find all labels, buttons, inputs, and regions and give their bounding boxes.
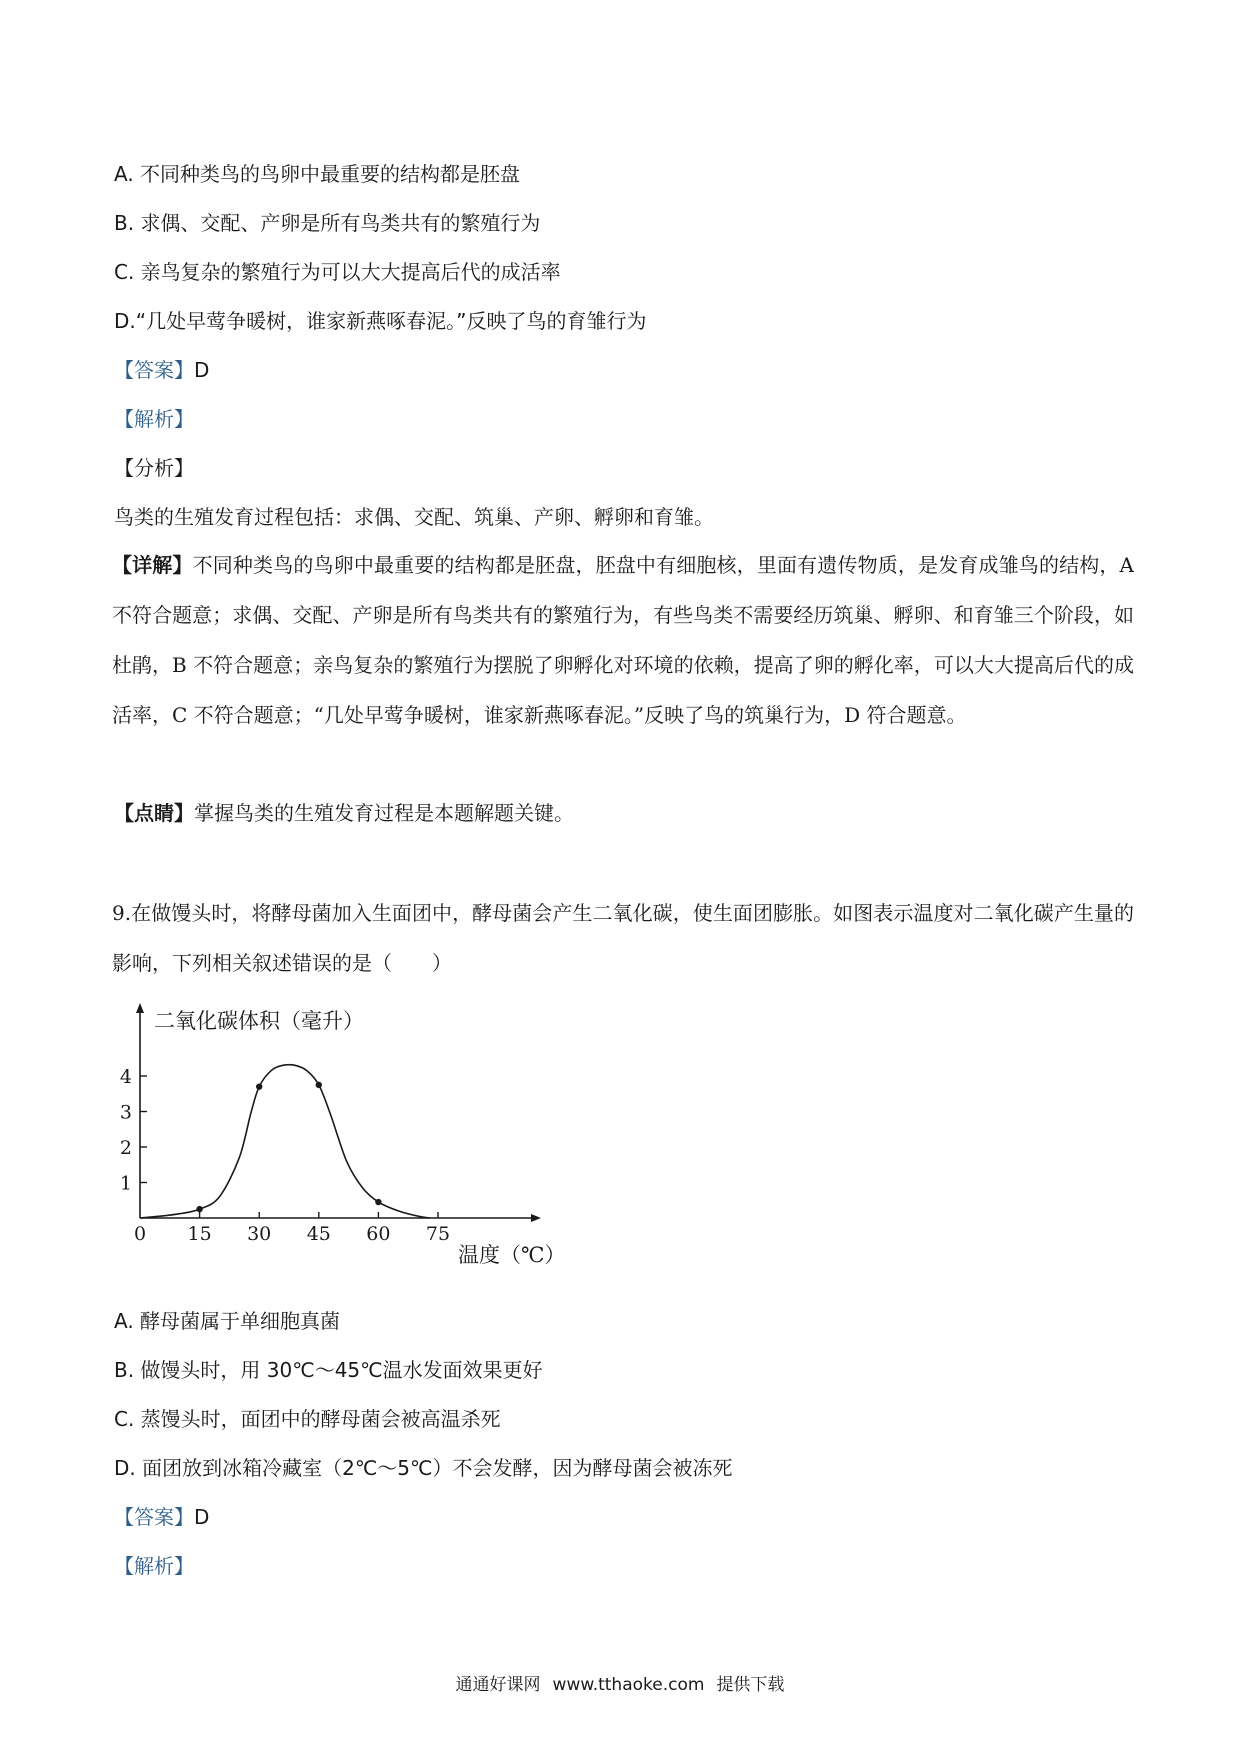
- data-point: [196, 1206, 202, 1212]
- detail-text: 不同种类鸟的鸟卵中最重要的结构都是胚盘，胚盘中有细胞核，里面有遗传物质，是发育成雏鸟的结构，A 不符合题意；求偶、交配、产卵是所有鸟类共有的繁殖行为，有些鸟类不需要经历筑巢、孵卵、和育雏三个阶段，如杜鹃，B 不符合题意；亲鸟复杂的繁殖行为摆脱了卵孵化对环境的依赖，提高了卵的孵化率，可以大大提高后代的成活率，C 不符合题意；“几处早莺争暖树，谁家新燕啄春泥。”反映了鸟的筑巢行为，D 符合题意。: [112, 553, 1134, 727]
- q8-option-b: B. 求偶、交配、产卵是所有鸟类共有的繁殖行为: [114, 211, 541, 235]
- data-point: [256, 1083, 262, 1089]
- q9-answer-line: [114, 1504, 1134, 1530]
- answer-tag: 【答案】: [114, 358, 194, 382]
- q8-answer-line: [114, 357, 1134, 383]
- q9-option-d: D. 面团放到冰箱冷藏室（2℃～5℃）不会发酵，因为酵母菌会被冻死: [114, 1456, 733, 1480]
- q9-option-a: A. 酵母菌属于单细胞真菌: [114, 1309, 341, 1333]
- x-tick-label: 75: [425, 1223, 451, 1245]
- dianjing-text: 掌握鸟类的生殖发育过程是本题解题关键。: [194, 801, 574, 825]
- answer-value: D: [194, 358, 210, 382]
- co2-temperature-chart: [118, 1000, 588, 1270]
- x-tick-label: 60: [366, 1223, 391, 1245]
- q8-option-a: A. 不同种类鸟的鸟卵中最重要的结构都是胚盘: [114, 162, 521, 186]
- footer-site-name: 通通好课网: [455, 1675, 541, 1695]
- q8-analysis-tag: 【解析】: [114, 407, 194, 431]
- q9-option-c: C. 蒸馒头时，面团中的酵母菌会被高温杀死: [114, 1407, 501, 1431]
- data-point: [316, 1082, 322, 1088]
- q9-stem: 9.在做馒头时，将酵母菌加入生面团中，酵母菌会产生二氧化碳，使生面团膨胀。如图表示温度对二氧化碳产生量的影响，下列相关叙述错误的是（ ）: [112, 901, 1134, 975]
- x-axis-label: 温度（℃）: [458, 1243, 566, 1267]
- y-tick-label: 4: [119, 1066, 132, 1088]
- q9-option-b: B. 做馒头时，用 30℃～45℃温水发面效果更好: [114, 1358, 543, 1382]
- y-tick-label: 3: [119, 1101, 132, 1124]
- q8-option-d: D.“几处早莺争暖树，谁家新燕啄春泥。”反映了鸟的育雏行为: [114, 309, 647, 333]
- answer-value: D: [194, 1505, 210, 1529]
- dianjing-tag: 【点睛】: [114, 801, 194, 825]
- x-tick-label: 45: [306, 1223, 331, 1245]
- footer-url[interactable]: www.tthaoke.com: [552, 1675, 705, 1695]
- co2-curve: [140, 1065, 430, 1218]
- answer-tag: 【答案】: [114, 1505, 194, 1529]
- y-axis-label: 二氧化碳体积（毫升）: [154, 1009, 364, 1033]
- q9-analysis-tag: 【解析】: [114, 1554, 194, 1578]
- page-footer: [0, 1673, 1240, 1697]
- data-point: [375, 1199, 381, 1205]
- footer-suffix: 提供下载: [716, 1675, 785, 1695]
- detail-tag: 【详解】: [112, 553, 193, 577]
- q8-fenxi-tag: 【分析】: [114, 456, 194, 480]
- q8-dianjing-line: [114, 800, 1134, 826]
- q8-fenxi-text: 鸟类的生殖发育过程包括：求偶、交配、筑巢、产卵、孵卵和育雏。: [114, 505, 714, 529]
- q8-option-c: C. 亲鸟复杂的繁殖行为可以大大提高后代的成活率: [114, 260, 561, 284]
- x-tick-label: 0: [133, 1223, 147, 1245]
- x-tick-label: 15: [187, 1223, 212, 1245]
- x-tick-label: 30: [247, 1223, 272, 1245]
- q8-detail-paragraph: [112, 540, 1134, 740]
- y-tick-label: 1: [119, 1172, 132, 1195]
- y-tick-label: 2: [119, 1137, 132, 1159]
